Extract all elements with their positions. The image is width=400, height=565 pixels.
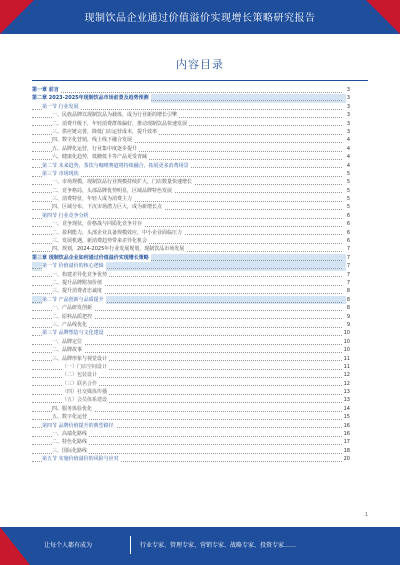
toc-entry[interactable] — [32, 220, 350, 228]
toc-entry[interactable] — [32, 254, 350, 262]
toc-entry[interactable] — [32, 438, 350, 446]
toc-entry-page: 13 — [343, 397, 350, 404]
toc-entry-page: 20 — [343, 456, 350, 463]
toc-entry-title: 五、数字化运营 — [52, 414, 88, 421]
toc-entry-page: 8 — [346, 296, 350, 303]
toc-entry-title: （一）门店空间设计 — [62, 363, 108, 370]
toc-entry[interactable] — [32, 212, 350, 220]
toc-entry-page: 6 — [346, 229, 350, 236]
toc-entry[interactable] — [32, 237, 350, 245]
toc-entry-page: 14 — [343, 405, 350, 412]
toc-entry[interactable] — [32, 229, 350, 237]
toc-entry-page: 5 — [346, 170, 350, 177]
toc-entry-page: 7 — [346, 271, 350, 278]
toc-entry-title: 第二章 2023-2025年现制饮品市场前景及趋势预测 — [32, 95, 149, 102]
footer-roles: 行业专家、管理专家、营销专家、战略专家、投资专家…… — [140, 542, 297, 549]
report-title: 现制饮品企业通过价值溢价实现增长策略研究报告 — [84, 13, 316, 24]
toc-entry-title: 二、盈利能力，头部企业具备规模效应，中小企业面临压力 — [52, 229, 183, 236]
toc-entry[interactable] — [32, 405, 350, 413]
toc-entry-page: 3 — [346, 112, 350, 119]
toc-entry-title: 第三章 现制饮品企业如何通过价值溢价实现增长策略 — [32, 254, 149, 261]
toc-entry-page: 7 — [346, 263, 350, 270]
toc-entry[interactable] — [32, 162, 350, 170]
toc-entry-title: 二、原料品质把控 — [52, 313, 93, 320]
toc-entry[interactable] — [32, 363, 350, 371]
toc-entry-page: 10 — [343, 330, 350, 337]
toc-entry-page: 16 — [343, 422, 350, 429]
toc-entry-title: 第四节 行业竞争分析 — [42, 212, 89, 219]
toc-entry[interactable] — [32, 136, 350, 144]
toc-entry-title: 第二节 产品创新与品质提升 — [42, 296, 104, 303]
toc-entry-title: 一、竞争现状，价格战与同质化竞争并存 — [52, 221, 143, 228]
toc-entry-title: 第一节 价值溢价的核心逻辑 — [42, 263, 104, 270]
toc-entry-title: 第一节 行业发展 — [42, 103, 79, 110]
toc-entry[interactable] — [32, 388, 350, 396]
toc-entry[interactable] — [32, 145, 350, 153]
toc-entry[interactable] — [32, 195, 350, 203]
toc-entry-page: 13 — [343, 389, 350, 396]
toc-entry-title: 四、规划，2024-2025年行业发展规划，现制饮品市场发展 — [52, 246, 185, 253]
toc-entry-title: 二、特色化路线 — [52, 439, 88, 446]
toc-entry-page: 9 — [346, 321, 350, 328]
toc-entry[interactable] — [32, 329, 350, 337]
toc-entry[interactable] — [32, 380, 350, 388]
toc-entry-title: 一、高端化路线 — [52, 431, 88, 438]
toc-entry[interactable] — [32, 455, 350, 463]
toc-entry-title: 一、品牌定位 — [52, 338, 83, 345]
toc-entry[interactable] — [32, 413, 350, 421]
toc-entry-title: （三）联名合作 — [62, 380, 98, 387]
toc-entry-title: 第四节 品牌价值提升的典型路径 — [42, 422, 114, 429]
toc-entry-page: 7 — [346, 279, 350, 286]
toc-entry-page: 6 — [346, 221, 350, 228]
toc-entry[interactable] — [32, 203, 350, 211]
toc-entry-title: 四、数字化营销，线上线下融合发展 — [52, 137, 133, 144]
toc-entry-page: 7 — [346, 254, 350, 261]
toc-entry-page: 7 — [346, 246, 350, 253]
toc-entry-page: 3 — [346, 120, 350, 127]
toc-entry[interactable] — [32, 338, 350, 346]
toc-entry-title: 第五节 实施价值溢价的风险与应对 — [42, 456, 119, 463]
toc-entry-title: 六、健康化趋势，低糖低卡等产品更受青睐 — [52, 154, 148, 161]
toc-entry-title: （二）包装设计 — [62, 372, 98, 379]
toc-entry-title: 三、产品线优化 — [52, 321, 88, 328]
footer-accent — [0, 527, 30, 565]
toc-entry-title: 三、国际化路线 — [52, 447, 88, 454]
toc-entry-title: 二、竞争格局，头部品牌优势明显，区域品牌特色发展 — [52, 187, 173, 194]
toc-entry[interactable] — [32, 346, 350, 354]
toc-entry[interactable] — [32, 86, 350, 94]
toc-entry[interactable] — [32, 371, 350, 379]
toc-entry-page: 4 — [346, 137, 350, 144]
toc-entry-title: 二、品牌故事 — [52, 347, 83, 354]
toc-entry-title: 三、发展机遇，新消费趋势带来差异化机会 — [52, 238, 148, 245]
toc-top-rule — [32, 80, 368, 81]
toc-entry-page: 4 — [346, 145, 350, 152]
toc-entry-title: 四、区域分布，下沉市场潜力巨大，成为新增长点 — [52, 204, 163, 211]
toc-entry-title: 第二节 未来趋势，茶饮与咖啡赛道将持续融合，拓展更多消费场景 — [42, 162, 189, 169]
toc-entry-title: 五、品牌化运营，行业集中度逐步提升 — [52, 145, 138, 152]
toc-entry-page: 3 — [346, 87, 350, 93]
toc-entry-page: 5 — [346, 187, 350, 194]
toc-entry-page: 9 — [346, 313, 350, 320]
toc-entry[interactable] — [32, 94, 350, 102]
toc-entry[interactable] — [32, 103, 350, 111]
toc-entry[interactable] — [32, 447, 350, 455]
toc-entry[interactable] — [32, 153, 350, 161]
toc-entry[interactable] — [32, 170, 350, 178]
toc-entry[interactable] — [32, 321, 350, 329]
toc-entry-page: 8 — [346, 288, 350, 295]
toc-entry[interactable] — [32, 304, 350, 312]
toc-entry-title: 三、供应链完善，降低门店运营成本，提升效率 — [52, 128, 158, 135]
toc-entry-page: 16 — [343, 431, 350, 438]
toc-entry-page: 5 — [346, 204, 350, 211]
toc-entry-page: 5 — [346, 196, 350, 203]
toc-entry[interactable] — [32, 396, 350, 404]
toc-entry-page: 12 — [343, 372, 350, 379]
toc-entry[interactable] — [32, 262, 350, 270]
toc-entry-page: 6 — [346, 238, 350, 245]
toc-entry-page: 8 — [346, 305, 350, 312]
toc-entry-title: （四）社交媒体传播 — [62, 389, 108, 396]
toc-entry[interactable] — [32, 313, 350, 321]
toc-heading: 内容目录 — [176, 58, 224, 71]
toc-entry-page: 10 — [343, 347, 350, 354]
toc-entry[interactable] — [32, 355, 350, 363]
toc-entry-page: 12 — [343, 380, 350, 387]
toc-entry-title: 四、服务体验优化 — [52, 405, 93, 412]
toc-entry[interactable] — [32, 279, 350, 287]
table-of-contents — [32, 86, 350, 464]
toc-entry-page: 3 — [346, 128, 350, 135]
toc-entry[interactable] — [32, 430, 350, 438]
toc-entry-title: 第三节 市场现状 — [42, 170, 79, 177]
footer-divider — [130, 536, 131, 554]
toc-entry[interactable] — [32, 271, 350, 279]
toc-entry-title: 一、民族品牌以现制饮品为载体，成为行业新的增长引擎 — [52, 112, 178, 119]
toc-entry-title: 三、品牌形象与视觉设计 — [52, 355, 108, 362]
toc-entry[interactable] — [32, 245, 350, 253]
toc-entry-title: 一、构建差异化竞争优势 — [52, 271, 108, 278]
toc-entry-title: （五）会员体系建设 — [62, 397, 108, 404]
toc-entry-page: 18 — [343, 447, 350, 454]
toc-entry-page: 11 — [343, 355, 350, 362]
toc-entry-page: 15 — [343, 414, 350, 421]
toc-entry-page: 10 — [343, 338, 350, 345]
toc-entry[interactable] — [32, 187, 350, 195]
toc-entry-page: 3 — [346, 103, 350, 110]
toc-entry[interactable] — [32, 287, 350, 295]
toc-entry-title: 三、消费特征，年轻人成为消费主力 — [52, 196, 133, 203]
toc-entry[interactable] — [32, 111, 350, 119]
toc-entry-title: 二、消费升级下，年轻消费群体偏好，推动现制饮品快速发展 — [52, 120, 188, 127]
toc-entry-title: 第三节 品牌塑造与文化建设 — [42, 330, 104, 337]
toc-entry-title: 第一章 前言 — [32, 87, 59, 93]
toc-entry-page: 11 — [343, 363, 350, 370]
toc-leader-dots — [32, 92, 342, 93]
toc-entry-page: 4 — [346, 162, 350, 169]
toc-entry-page: 4 — [346, 154, 350, 161]
toc-entry[interactable] — [32, 128, 350, 136]
toc-entry-title: 一、产品研发创新 — [52, 305, 93, 312]
toc-entry[interactable] — [32, 422, 350, 430]
toc-entry-page: 5 — [346, 179, 350, 186]
toc-entry[interactable] — [32, 178, 350, 186]
toc-entry-page: 17 — [343, 439, 350, 446]
toc-entry-page: 6 — [346, 212, 350, 219]
page-number: 1 — [364, 512, 368, 518]
footer-slogan: 让每个人都有成为 — [44, 542, 93, 549]
toc-entry[interactable] — [32, 296, 350, 304]
toc-entry-title: 三、提升消费者忠诚度 — [52, 288, 103, 295]
toc-entry-page: 3 — [346, 95, 350, 102]
toc-entry-title: 二、提升品牌附加价值 — [52, 279, 103, 286]
toc-entry[interactable] — [32, 120, 350, 128]
toc-entry-title: 一、市场规模，现制饮品行业规模持续扩大，门店数量快速增长 — [52, 179, 193, 186]
